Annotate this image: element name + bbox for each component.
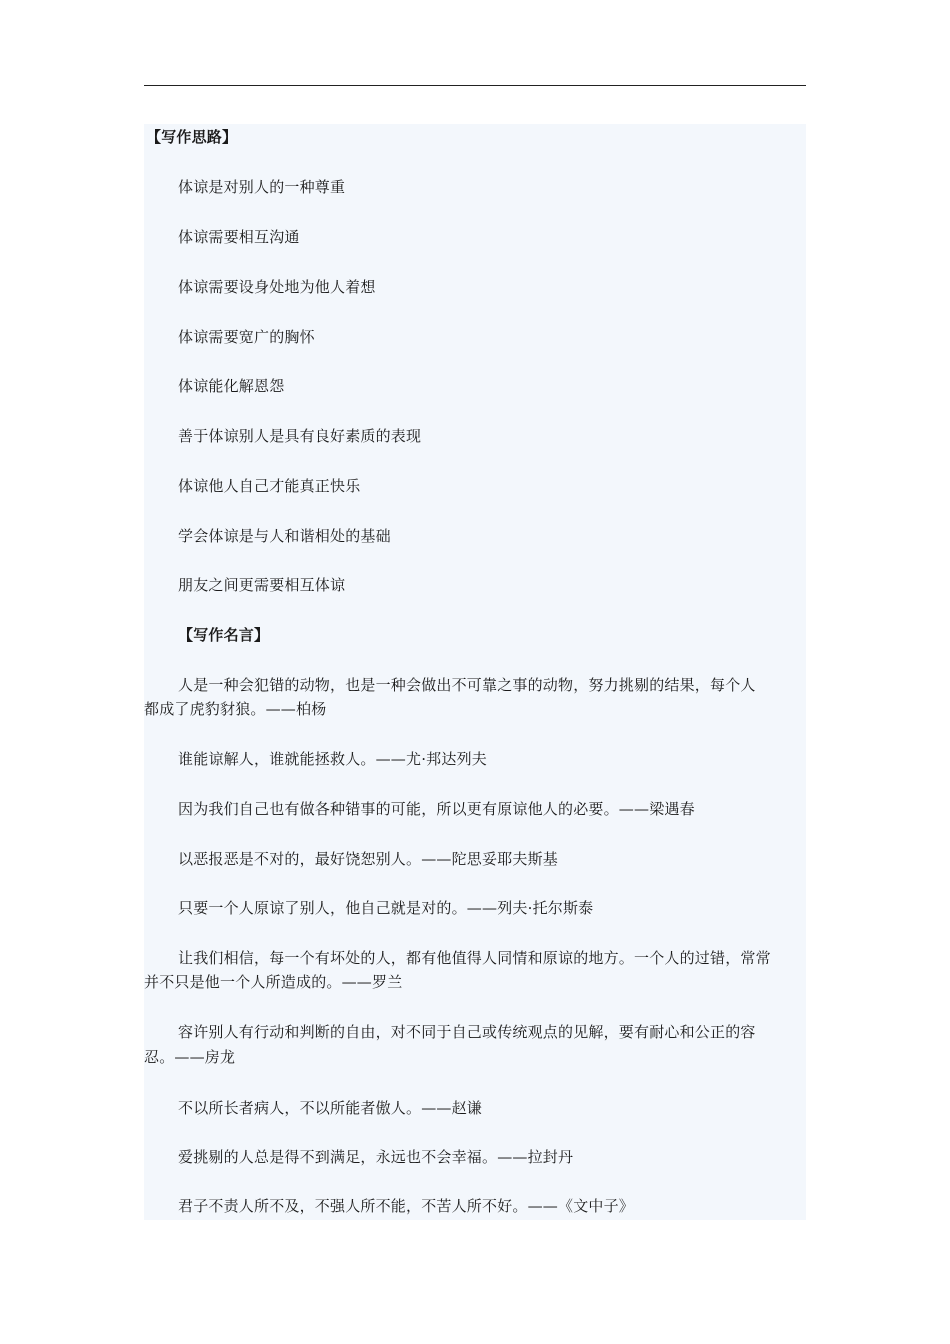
- quote-line: 只要一个人原谅了别人，他自己就是对的。——列夫·托尔斯泰: [178, 899, 594, 917]
- idea-item: 朋友之间更需要相互体谅: [178, 576, 346, 594]
- idea-item: 体谅需要相互沟通: [178, 228, 300, 246]
- quote-line: 以恶报恶是不对的，最好饶恕别人。——陀思妥耶夫斯基: [178, 850, 559, 868]
- idea-item: 体谅需要宽广的胸怀: [178, 328, 315, 346]
- idea-item: 学会体谅是与人和谐相处的基础: [178, 527, 391, 545]
- idea-item: 体谅能化解恩怨: [178, 377, 285, 395]
- quote-line: 并不只是他一个人所造成的。——罗兰: [144, 973, 403, 991]
- quote-line: 都成了虎豹豺狼。——柏杨: [144, 700, 327, 718]
- quote-line: 不以所长者病人，不以所能者傲人。——赵谦: [178, 1099, 483, 1117]
- quote-line: 爱挑剔的人总是得不到满足，永远也不会幸福。——拉封丹: [178, 1148, 574, 1166]
- quote-line: 忍。——房龙: [144, 1048, 236, 1066]
- quote-line: 谁能谅解人，谁就能拯救人。——尤·邦达列夫: [178, 750, 487, 768]
- idea-item: 体谅他人自己才能真正快乐: [178, 477, 361, 495]
- ideas-heading: 【写作思路】: [146, 128, 238, 146]
- quote-line: 人是一种会犯错的动物，也是一种会做出不可靠之事的动物，努力挑剔的结果，每个人: [178, 676, 756, 694]
- quote-line: 君子不责人所不及，不强人所不能，不苦人所不好。——《文中子》: [178, 1197, 635, 1215]
- quote-line: 容许别人有行动和判断的自由，对不同于自己或传统观点的见解，要有耐心和公正的容: [178, 1023, 756, 1041]
- idea-item: 体谅需要设身处地为他人着想: [178, 278, 376, 296]
- quote-line: 让我们相信，每一个有坏处的人，都有他值得人同情和原谅的地方。一个人的过错，常常: [178, 949, 771, 967]
- quotes-heading: 【写作名言】: [178, 626, 270, 644]
- header-rule: [144, 85, 806, 86]
- idea-item: 善于体谅别人是具有良好素质的表现: [178, 427, 422, 445]
- idea-item: 体谅是对别人的一种尊重: [178, 178, 346, 196]
- quote-line: 因为我们自己也有做各种错事的可能，所以更有原谅他人的必要。——梁遇春: [178, 800, 695, 818]
